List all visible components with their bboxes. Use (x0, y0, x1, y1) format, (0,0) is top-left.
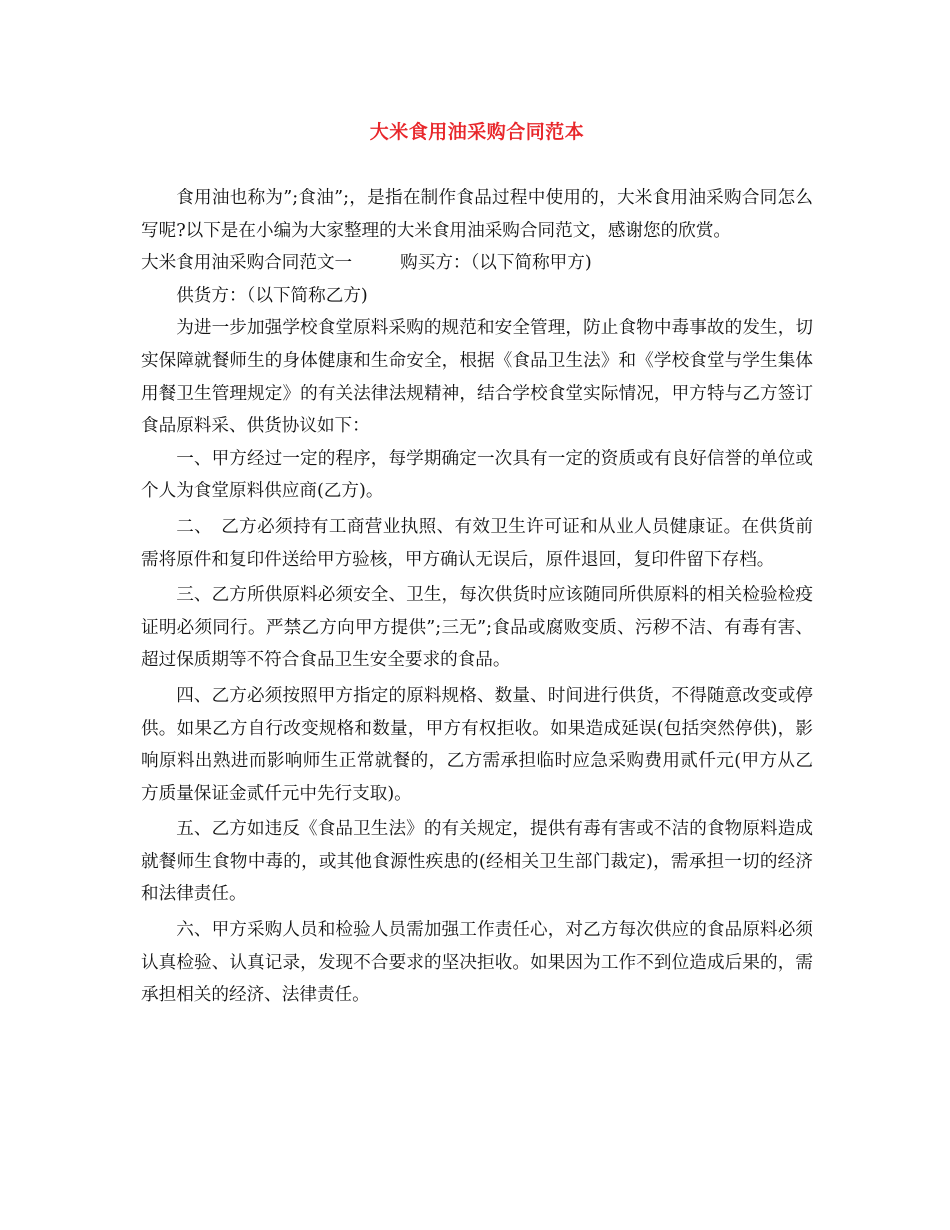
document-page (141, 118, 813, 1012)
document-body (141, 182, 813, 1012)
contract-paragraph: 六、甲方采购人员和检验人员需加强工作责任心，对乙方每次供应的食品原料必须认真检验、认真记录，发现不合要求的坚决拒收。如果因为工作不到位造成后果的，需承担相关的经济、法律责任。 (141, 920, 813, 1006)
buyer-line: 购买方：（以下简称甲方) (400, 253, 592, 274)
contract-paragraph: 二、 乙方必须持有工商营业执照、有效卫生许可证和从业人员健康证。在供货前需将原件和复印件送给甲方验核，甲方确认无误后，原件退回，复印件留下存档。 (141, 516, 813, 570)
section-heading: 大米食用油采购合同范文一 (141, 253, 353, 274)
contract-paragraph: 五、乙方如违反《食品卫生法》的有关规定，提供有毒有害或不洁的食物原料造成就餐师生食物中毒的，或其他食源性疾患的(经相关卫生部门裁定)，需承担一切的经济和法律责任。 (141, 819, 813, 905)
contract-paragraph: 三、乙方所供原料必须安全、卫生，每次供货时应该随同所供原料的相关检验检疫证明必须同行。严禁乙方向甲方提供”;三无”;食品或腐败变质、污秽不洁、有毒有害、超过保质期等不符合食品卫生安全要求的食品。 (141, 585, 813, 671)
contract-paragraph: 为进一步加强学校食堂原料采购的规范和安全管理，防止食物中毒事故的发生，切实保障就餐师生的身体健康和生命安全，根据《食品卫生法》和《学校食堂与学生集体用餐卫生管理规定》的有关法律法规精神，结合学校食堂实际情况，甲方特与乙方签订食品原料采、供货协议如下： (141, 318, 813, 437)
intro-paragraph: 食用油也称为”;食油”;，是指在制作食品过程中使用的，大米食用油采购合同怎么写呢?以下是在小编为大家整理的大米食用油采购合同范文，感谢您的欣赏。 (141, 188, 813, 241)
contract-paragraph: 一、甲方经过一定的程序，每学期确定一次具有一定的资质或有良好信誉的单位或个人为食堂原料供应商(乙方)。 (141, 448, 813, 502)
document-title: 大米食用油采购合同范本 (369, 121, 585, 143)
section-heading-line (141, 247, 813, 280)
contract-paragraph: 四、乙方必须按照甲方指定的原料规格、数量、时间进行供货，不得随意改变或停供。如果乙方自行改变规格和数量，甲方有权拒收。如果造成延误(包括突然停供)，影响原料出熟进而影响师生正常就餐的，乙方需承担临时应急采购费用贰仟元(甲方从乙方质量保证金贰仟元中先行支取)。 (141, 685, 813, 804)
supplier-line: 供货方：（以下简称乙方) (176, 285, 368, 306)
